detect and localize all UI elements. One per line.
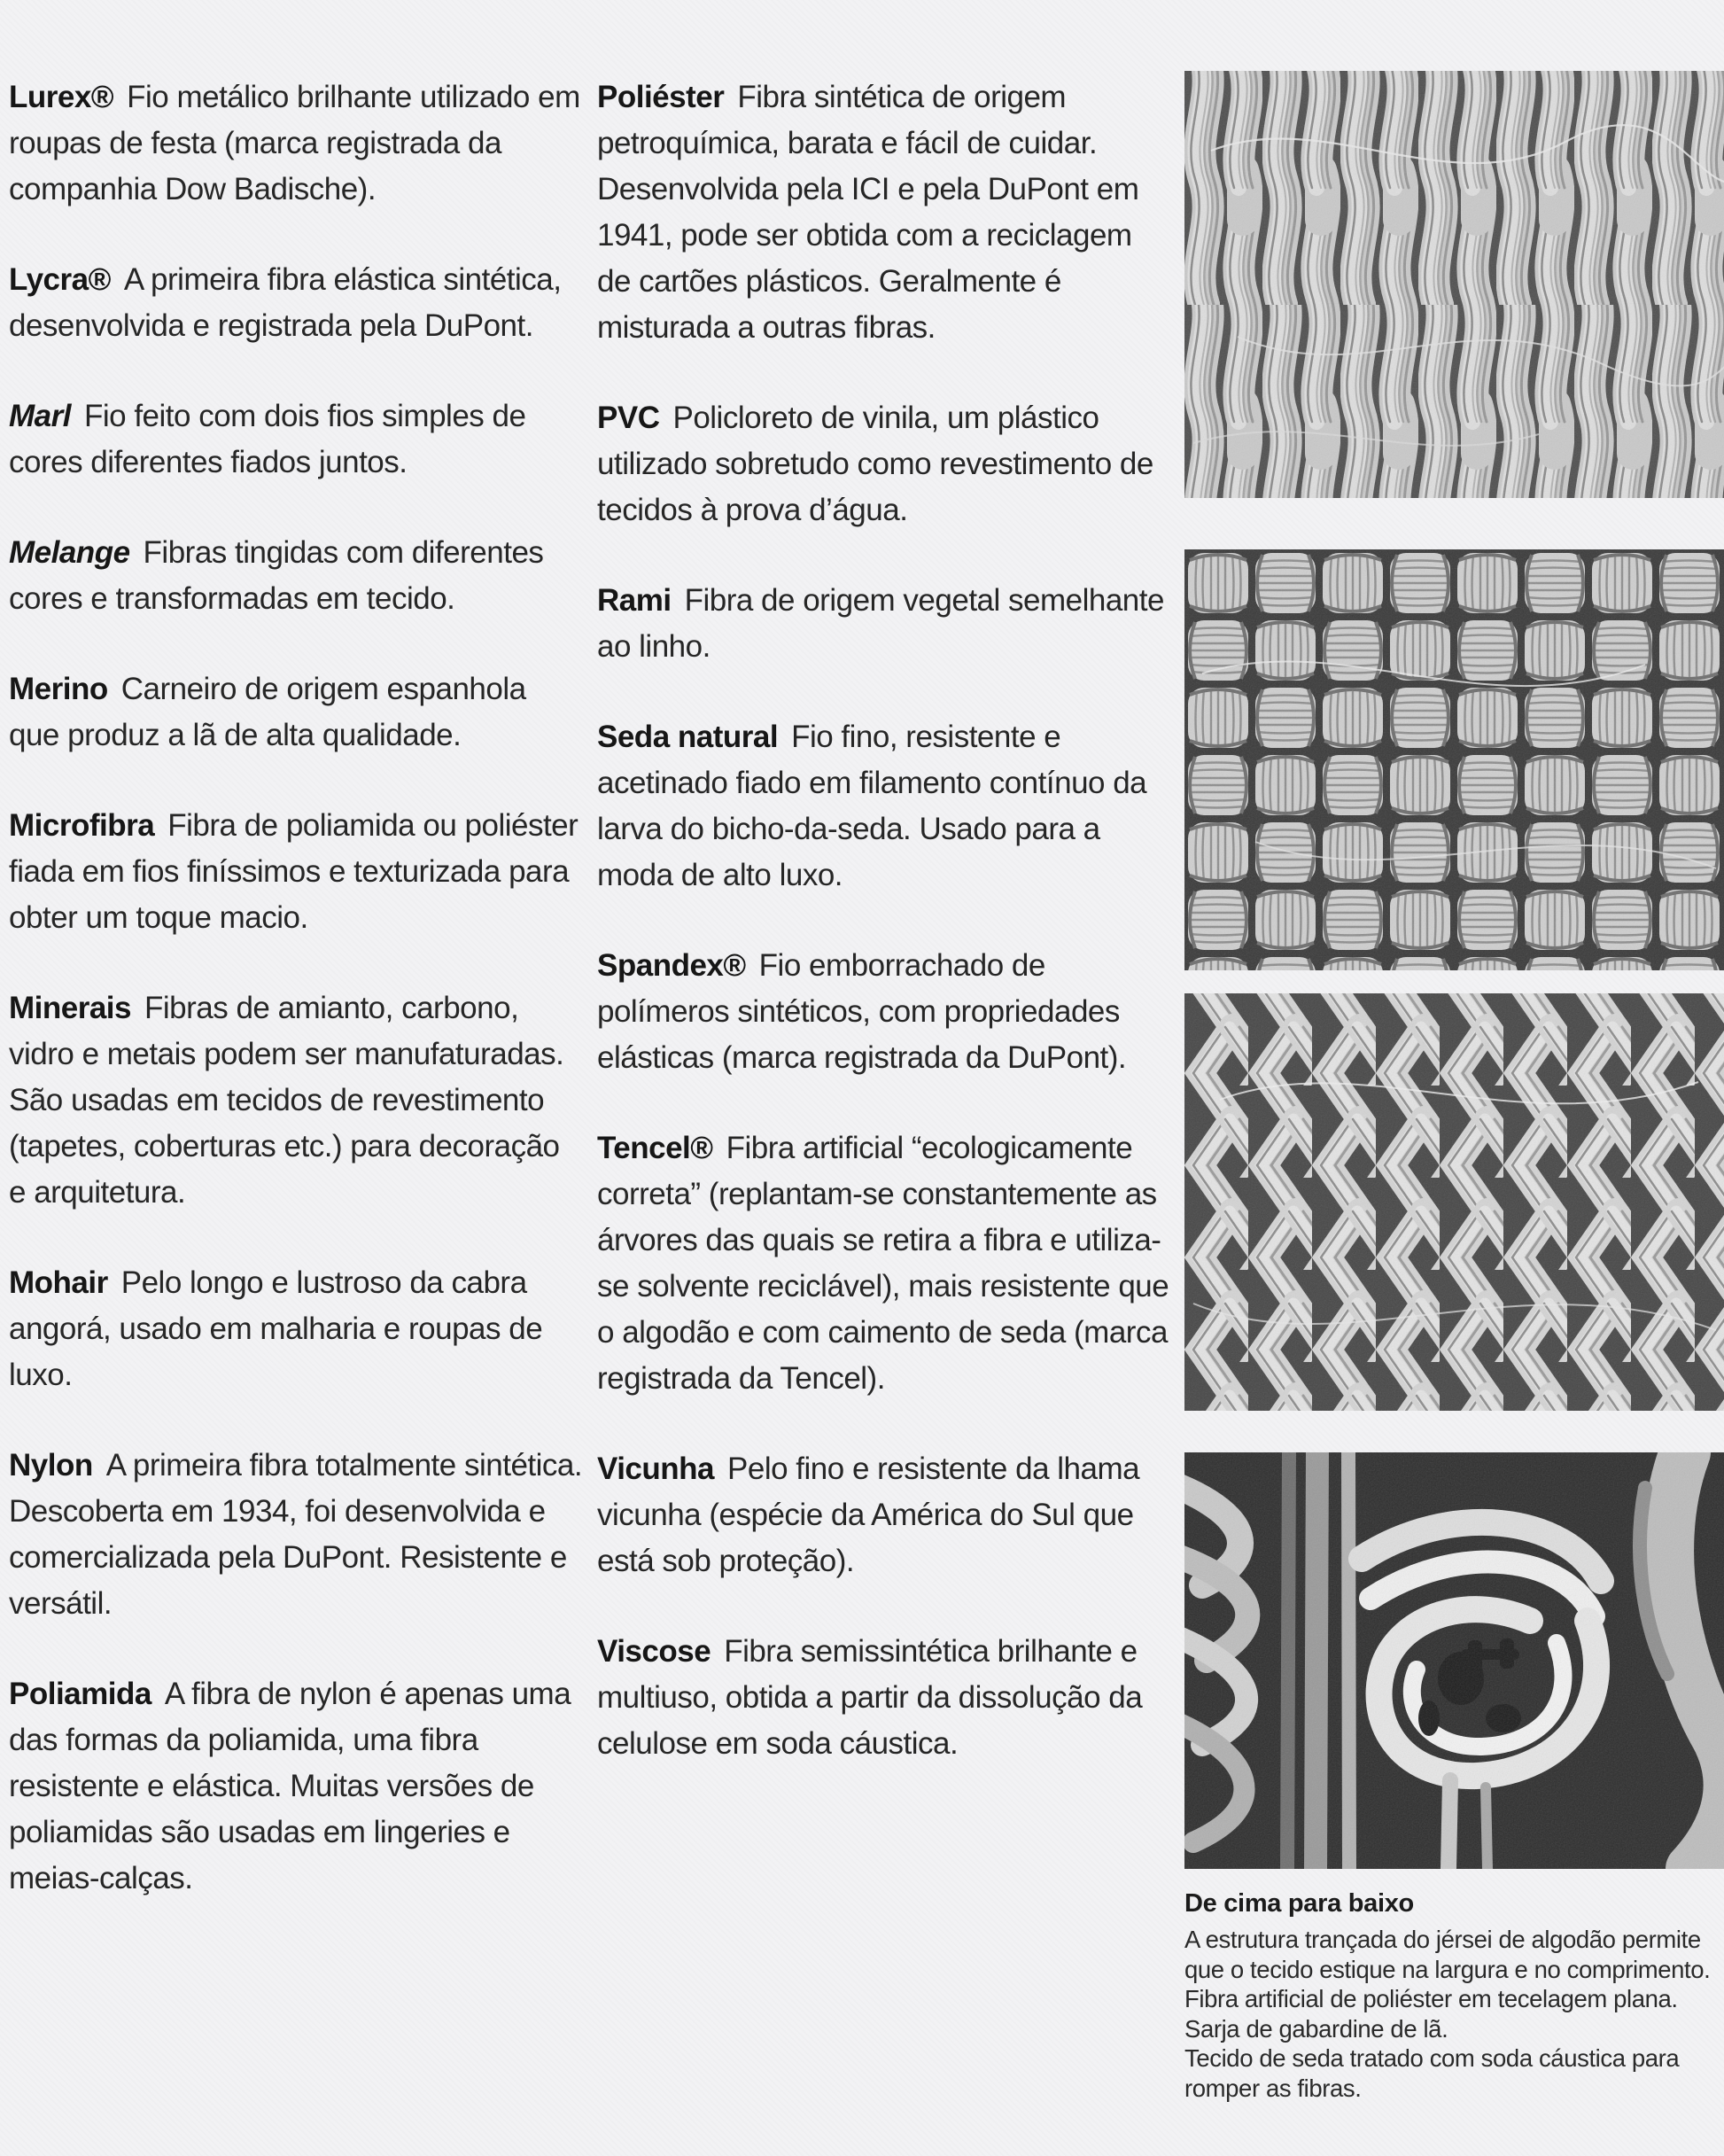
fabric-photo-polyester-plain-weave: [1184, 549, 1724, 970]
term-definition: Fibra semissintética brilhante e multiuso, obtida a partir da dissolução da celulose em soda cáustica.: [597, 1634, 1143, 1761]
term-definition: A fibra de nylon é apenas uma das formas da poliamida, uma fibra resistente e elástica. Muitas versões de poliamidas são usadas em lingeries e meias-calças.: [9, 1677, 571, 1895]
glossary-entry: [9, 1260, 583, 1398]
term-definition: Fio feito com dois fios simples de cores diferentes fiados juntos.: [9, 399, 526, 479]
fabric-photo-cotton-jersey: [1184, 71, 1724, 498]
twill-texture-graphic: [1184, 993, 1724, 1411]
term-definition: Carneiro de origem espanhola que produz a lã de alta qualidade.: [9, 672, 526, 752]
glossary-entry: [597, 714, 1173, 899]
glossary-entry: [9, 985, 583, 1216]
term-label: Microfibra: [9, 808, 155, 843]
term-definition: Fio metálico brilhante utilizado em roupas de festa (marca registrada da companhia Dow Badische).: [9, 80, 580, 206]
term-label: Vicunha: [597, 1452, 715, 1486]
glossary-column-middle: [597, 74, 1173, 1811]
term-label: Nylon: [9, 1448, 93, 1483]
glossary-entry: [9, 1443, 583, 1627]
term-definition: Fibras de amianto, carbono, vidro e metais podem ser manufaturadas. São usadas em tecidos de revestimento (tapetes, coberturas etc.) para decoração e arquitetura.: [9, 991, 564, 1210]
caption-line: Sarja de gabardine de lã.: [1184, 2014, 1448, 2043]
term-definition: Fio fino, resistente e acetinado fiado em filamento contínuo da larva do bicho-da-seda. Usado para a moda de alto luxo.: [597, 720, 1147, 892]
knit-texture-graphic: [1184, 71, 1724, 498]
glossary-entry: [9, 803, 583, 941]
term-label: Merino: [9, 672, 108, 706]
term-label: Lurex®: [9, 80, 114, 114]
term-label: Minerais: [9, 991, 131, 1025]
glossary-entry: [9, 74, 583, 213]
caption-line: Tecido de seda tratado com soda cáustica para romper as fibras.: [1184, 2044, 1680, 2102]
figure-caption: [1184, 1887, 1724, 2103]
glossary-entry: [597, 74, 1173, 351]
glossary-entry: [597, 943, 1173, 1081]
plain-weave-texture-graphic: [1184, 549, 1724, 970]
term-label: Poliamida: [9, 1677, 151, 1711]
term-label: Seda natural: [597, 720, 779, 754]
term-definition: Fio emborrachado de polímeros sintéticos, com propriedades elásticas (marca registrada da DuPont).: [597, 948, 1127, 1075]
term-definition: Fibra de poliamida ou poliéster fiada em fios finíssimos e texturizada para obter um toque macio.: [9, 808, 579, 935]
term-label: Tencel®: [597, 1131, 713, 1165]
fabric-photo-wool-gabardine-twill: [1184, 993, 1724, 1411]
term-label: Melange: [9, 535, 130, 570]
term-definition: Pelo longo e lustroso da cabra angorá, usado em malharia e roupas de luxo.: [9, 1265, 543, 1392]
term-definition: Policloreto de vinila, um plástico utilizado sobretudo como revestimento de tecidos à prova d’água.: [597, 401, 1153, 527]
caption-line: Fibra artificial de poliéster em tecelagem plana.: [1184, 1985, 1678, 2012]
caption-title: De cima para baixo: [1184, 1889, 1414, 1918]
term-label: Spandex®: [597, 948, 746, 983]
term-label: Viscose: [597, 1634, 711, 1669]
term-definition: Fibra de origem vegetal semelhante ao linho.: [597, 583, 1164, 664]
term-definition: Fibra sintética de origem petroquímica, barata e fácil de cuidar. Desenvolvida pela ICI e pela DuPont em 1941, pode ser obtida com a reciclagem de cartões plásticos. Geralmente é misturada a outras fibras.: [597, 80, 1139, 345]
silk-micrograph-graphic: [1184, 1452, 1724, 1869]
glossary-entry: [597, 578, 1173, 670]
glossary-entry: [597, 395, 1173, 533]
glossary-entry: [9, 1671, 583, 1902]
figure-caption-lines: [1184, 1925, 1724, 2103]
term-label: Rami: [597, 583, 672, 618]
glossary-entry: [597, 1125, 1173, 1402]
fabric-photo-caustic-treated-silk: [1184, 1452, 1724, 1869]
term-definition: A primeira fibra elástica sintética, desenvolvida e registrada pela DuPont.: [9, 262, 562, 343]
term-label: Lycra®: [9, 262, 111, 297]
term-label: Mohair: [9, 1265, 108, 1300]
term-definition: Fibra artificial “ecologicamente correta” (replantam-se constantemente as árvores das quais se retira a fibra e utiliza-se solvente reciclável), mais resistente que o algodão e com caimento de seda (marca registrada da Tencel).: [597, 1131, 1169, 1396]
glossary-entry: [9, 530, 583, 622]
glossary-entry: [9, 393, 583, 486]
glossary-entry: [9, 666, 583, 759]
term-label: Marl: [9, 399, 71, 433]
caption-line: A estrutura trançada do jérsei de algodão permite que o tecido estique na largura e no comprimento.: [1184, 1926, 1711, 1983]
term-label: Poliéster: [597, 80, 725, 114]
glossary-entry: [9, 257, 583, 349]
term-definition: A primeira fibra totalmente sintética. Descoberta em 1934, foi desenvolvida e comercializada pela DuPont. Resistente e versátil.: [9, 1448, 583, 1621]
term-definition: Fibras tingidas com diferentes cores e transformadas em tecido.: [9, 535, 544, 616]
glossary-entry: [597, 1446, 1173, 1584]
glossary-entry: [597, 1629, 1173, 1767]
glossary-column-left: [9, 74, 583, 1946]
term-definition: Pelo fino e resistente da lhama vicunha (espécie da América do Sul que está sob proteção).: [597, 1452, 1140, 1578]
term-label: PVC: [597, 401, 660, 435]
